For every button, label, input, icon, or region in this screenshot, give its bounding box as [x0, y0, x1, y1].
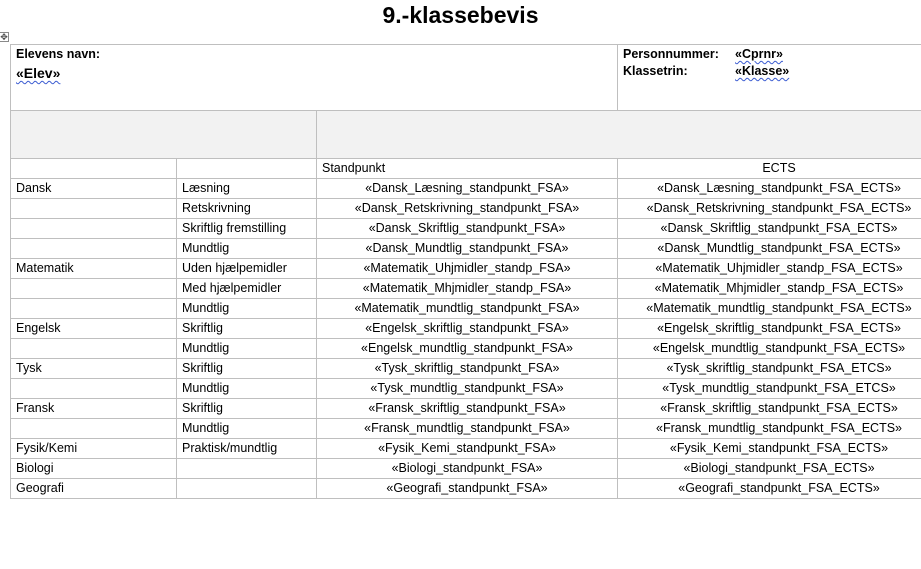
ects-merge-field[interactable]: «Dansk_Retskrivning_standpunkt_FSA_ECTS»: [618, 199, 921, 219]
header-empty-cell: [177, 159, 317, 179]
discipline-cell[interactable]: Uden hjælpemidler: [177, 259, 317, 279]
discipline-cell[interactable]: Skriftlig: [177, 399, 317, 419]
discipline-cell[interactable]: Mundtlig: [177, 339, 317, 359]
standpunkt-merge-field[interactable]: «Fysik_Kemi_standpunkt_FSA»: [317, 439, 618, 459]
subject-cell[interactable]: [11, 299, 177, 319]
ects-merge-field[interactable]: «Fransk_mundtlig_standpunkt_FSA_ECTS»: [618, 419, 921, 439]
standpunkt-merge-field[interactable]: «Geografi_standpunkt_FSA»: [317, 479, 618, 499]
ects-header: ECTS: [618, 159, 921, 179]
ects-merge-field[interactable]: «Tysk_skriftlig_standpunkt_FSA_ETCS»: [618, 359, 921, 379]
subject-cell[interactable]: [11, 379, 177, 399]
ects-merge-field[interactable]: «Matematik_mundtlig_standpunkt_FSA_ECTS»: [618, 299, 921, 319]
subject-cell[interactable]: Tysk: [11, 359, 177, 379]
ects-merge-field[interactable]: «Matematik_Mhjmidler_standp_FSA_ECTS»: [618, 279, 921, 299]
standpunkt-merge-field[interactable]: «Engelsk_skriftlig_standpunkt_FSA»: [317, 319, 618, 339]
standpunkt-merge-field[interactable]: «Tysk_skriftlig_standpunkt_FSA»: [317, 359, 618, 379]
table-row: [11, 319, 921, 339]
standpunkt-merge-field[interactable]: «Biologi_standpunkt_FSA»: [317, 459, 618, 479]
standpunkt-merge-field[interactable]: «Fransk_mundtlig_standpunkt_FSA»: [317, 419, 618, 439]
standpunkt-merge-field[interactable]: «Fransk_skriftlig_standpunkt_FSA»: [317, 399, 618, 419]
spacer-cell: [317, 111, 921, 159]
standpunkt-merge-field[interactable]: «Engelsk_mundtlig_standpunkt_FSA»: [317, 339, 618, 359]
spacer-row: [11, 111, 921, 159]
discipline-cell[interactable]: Skriftlig: [177, 359, 317, 379]
subject-cell[interactable]: [11, 339, 177, 359]
ects-merge-field[interactable]: «Dansk_Mundtlig_standpunkt_FSA_ECTS»: [618, 239, 921, 259]
standpunkt-merge-field[interactable]: «Dansk_Retskrivning_standpunkt_FSA»: [317, 199, 618, 219]
standpunkt-merge-field[interactable]: «Dansk_Skriftlig_standpunkt_FSA»: [317, 219, 618, 239]
ects-merge-field[interactable]: «Dansk_Skriftlig_standpunkt_FSA_ECTS»: [618, 219, 921, 239]
discipline-cell[interactable]: Retskrivning: [177, 199, 317, 219]
standpunkt-merge-field[interactable]: «Matematik_Uhjmidler_standp_FSA»: [317, 259, 618, 279]
table-row: [11, 379, 921, 399]
subject-cell[interactable]: Geografi: [11, 479, 177, 499]
discipline-cell[interactable]: Mundtlig: [177, 239, 317, 259]
table-row: [11, 239, 921, 259]
table-row: [11, 359, 921, 379]
table-row: [11, 339, 921, 359]
subject-cell[interactable]: Dansk: [11, 179, 177, 199]
table-row: [11, 459, 921, 479]
ects-merge-field[interactable]: «Geografi_standpunkt_FSA_ECTS»: [618, 479, 921, 499]
table-row: [11, 219, 921, 239]
document-title: 9.-klassebevis: [382, 2, 539, 28]
table-row: [11, 399, 921, 419]
subject-cell[interactable]: Matematik: [11, 259, 177, 279]
subject-cell[interactable]: [11, 199, 177, 219]
discipline-cell[interactable]: Læsning: [177, 179, 317, 199]
ects-merge-field[interactable]: «Engelsk_mundtlig_standpunkt_FSA_ECTS»: [618, 339, 921, 359]
subject-cell[interactable]: Biologi: [11, 459, 177, 479]
discipline-cell[interactable]: Skriftlig: [177, 319, 317, 339]
table-row: [11, 419, 921, 439]
ects-merge-field[interactable]: «Matematik_Uhjmidler_standp_FSA_ECTS»: [618, 259, 921, 279]
student-name-field[interactable]: «Elev»: [16, 65, 61, 81]
table-row: [11, 479, 921, 499]
standpunkt-merge-field[interactable]: «Dansk_Mundtlig_standpunkt_FSA»: [317, 239, 618, 259]
ects-merge-field[interactable]: «Dansk_Læsning_standpunkt_FSA_ECTS»: [618, 179, 921, 199]
cpr-label: Personnummer:: [623, 47, 719, 61]
subject-cell[interactable]: [11, 279, 177, 299]
standpunkt-merge-field[interactable]: «Matematik_Mhjmidler_standp_FSA»: [317, 279, 618, 299]
column-header-row: [11, 159, 921, 179]
subject-cell[interactable]: Fransk: [11, 399, 177, 419]
ects-merge-field[interactable]: «Fysik_Kemi_standpunkt_FSA_ECTS»: [618, 439, 921, 459]
ects-merge-field[interactable]: «Fransk_skriftlig_standpunkt_FSA_ECTS»: [618, 399, 921, 419]
student-name-cell[interactable]: [11, 45, 618, 111]
discipline-cell[interactable]: Skriftlig fremstilling: [177, 219, 317, 239]
table-row: [11, 199, 921, 219]
table-row: [11, 279, 921, 299]
discipline-cell[interactable]: Mundtlig: [177, 299, 317, 319]
standpunkt-merge-field[interactable]: «Dansk_Læsning_standpunkt_FSA»: [317, 179, 618, 199]
table-row: [11, 259, 921, 279]
discipline-cell[interactable]: Praktisk/mundtlig: [177, 439, 317, 459]
subject-cell[interactable]: [11, 219, 177, 239]
table-row: [11, 439, 921, 459]
spacer-cell: [11, 111, 317, 159]
table-move-handle-icon[interactable]: ✥: [0, 32, 8, 42]
discipline-cell[interactable]: Mundtlig: [177, 379, 317, 399]
student-info-row: [11, 45, 921, 111]
class-field[interactable]: «Klasse»: [735, 64, 790, 78]
discipline-cell[interactable]: Mundtlig: [177, 419, 317, 439]
subject-cell[interactable]: Fysik/Kemi: [11, 439, 177, 459]
subject-cell[interactable]: [11, 239, 177, 259]
table-row: [11, 179, 921, 199]
ects-merge-field[interactable]: «Tysk_mundtlig_standpunkt_FSA_ETCS»: [618, 379, 921, 399]
cpr-field[interactable]: «Cprnr»: [735, 47, 783, 61]
subject-cell[interactable]: [11, 419, 177, 439]
standpunkt-header: Standpunkt: [317, 159, 618, 179]
standpunkt-merge-field[interactable]: «Matematik_mundtlig_standpunkt_FSA»: [317, 299, 618, 319]
student-id-cell[interactable]: [618, 45, 921, 111]
student-name-label: Elevens navn:: [16, 47, 101, 61]
discipline-cell[interactable]: [177, 459, 317, 479]
header-empty-cell: [11, 159, 177, 179]
subject-cell[interactable]: Engelsk: [11, 319, 177, 339]
grade-table: [10, 44, 921, 499]
ects-merge-field[interactable]: «Engelsk_skriftlig_standpunkt_FSA_ECTS»: [618, 319, 921, 339]
standpunkt-merge-field[interactable]: «Tysk_mundtlig_standpunkt_FSA»: [317, 379, 618, 399]
discipline-cell[interactable]: Med hjælpemidler: [177, 279, 317, 299]
ects-merge-field[interactable]: «Biologi_standpunkt_FSA_ECTS»: [618, 459, 921, 479]
discipline-cell[interactable]: [177, 479, 317, 499]
class-label: Klassetrin:: [623, 64, 688, 78]
table-row: [11, 299, 921, 319]
